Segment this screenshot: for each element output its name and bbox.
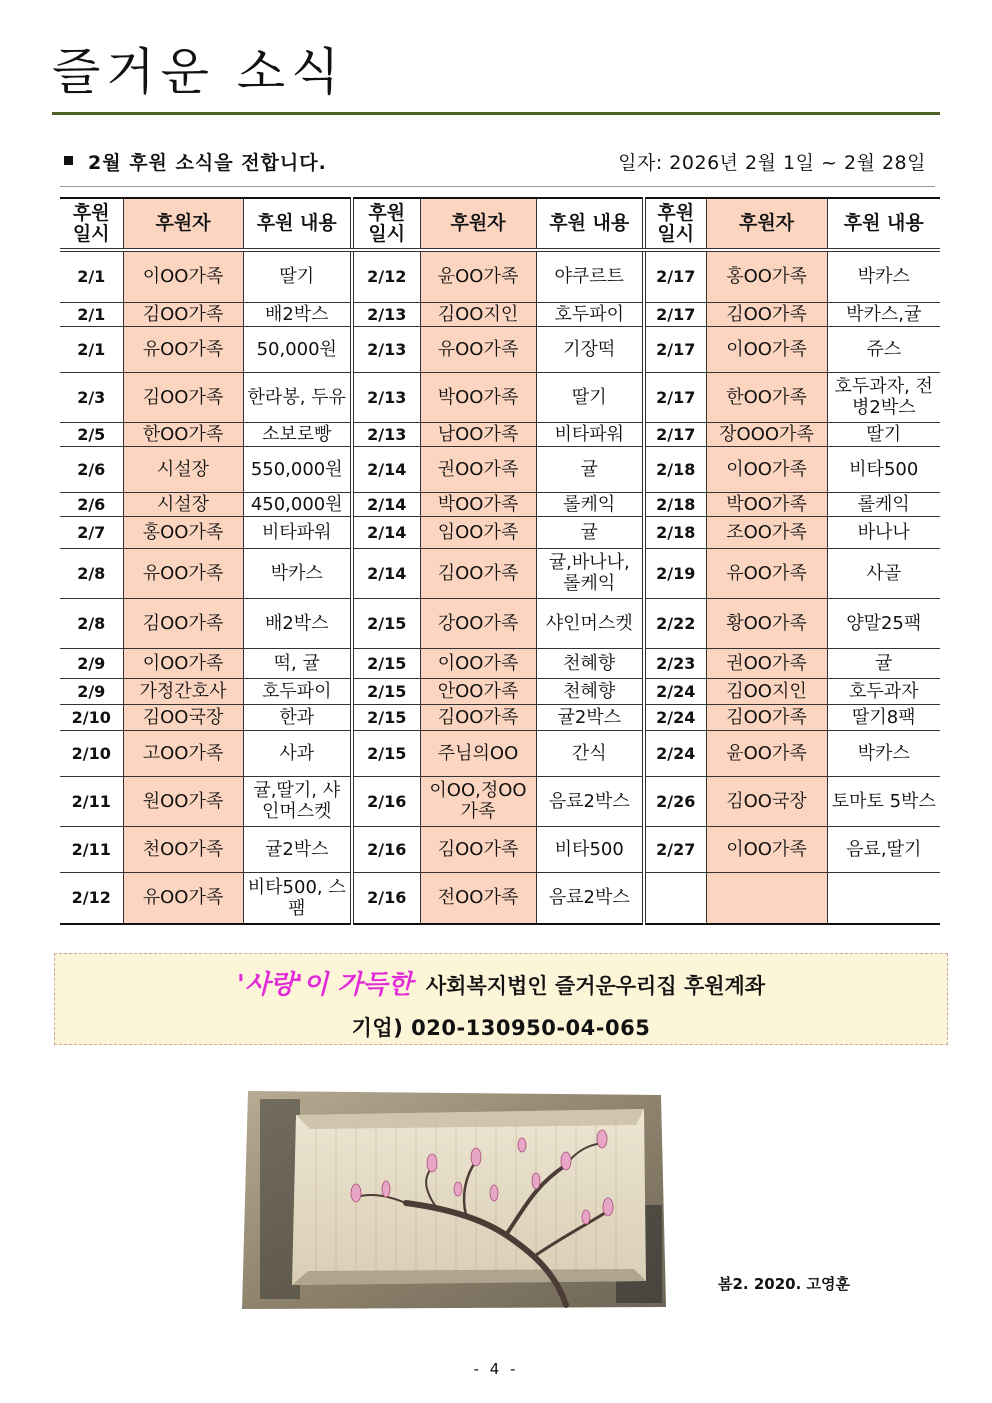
table-row [60,250,940,302]
donation-date-cell: 2/14 [352,516,420,548]
donor-cell: 김OO가족 [706,704,827,730]
donation-content-cell: 딸기 [536,372,644,422]
square-bullet-icon [64,156,73,165]
table-row [60,446,940,492]
table-row [60,598,940,648]
donation-content-cell: 한라봉, 두유 [243,372,352,422]
donation-date-cell: 2/16 [352,872,420,924]
header-content: 후원 내용 [827,198,940,250]
donor-cell: 김OO가족 [123,372,243,422]
donor-cell: 고OO가족 [123,730,243,776]
donation-content-cell: 떡, 귤 [243,648,352,678]
donor-cell: 이OO가족 [706,826,827,872]
account-highlight: '사랑'이 가득한 [236,970,413,1000]
table-row [60,648,940,678]
donor-cell: 박OO가족 [420,492,536,516]
table-row [60,422,940,446]
donor-cell: 유OO가족 [420,326,536,372]
donation-date-cell: 2/17 [644,302,706,326]
donation-content-cell: 박카스 [827,250,940,302]
table-row [60,826,940,872]
donation-content-cell: 야쿠르트 [536,250,644,302]
donor-cell: 김OO가족 [123,598,243,648]
donor-cell: 조OO가족 [706,516,827,548]
donor-cell: 김OO국장 [706,776,827,826]
page-title: 즐거운 소식 [52,43,346,101]
donation-content-cell: 토마토 5박스 [827,776,940,826]
donation-content-cell: 귤 [827,648,940,678]
donor-cell: 유OO가족 [706,548,827,598]
donation-content-cell: 귤2박스 [243,826,352,872]
donation-content-cell: 딸기8팩 [827,704,940,730]
donation-date-cell: 2/6 [60,446,123,492]
donation-content-cell: 호두파이 [243,678,352,704]
donation-date-cell: 2/17 [644,372,706,422]
donation-content-cell: 비타파워 [243,516,352,548]
donation-content-cell: 450,000원 [243,492,352,516]
donor-cell: 홍OO가족 [706,250,827,302]
donation-date-cell: 2/15 [352,704,420,730]
donation-date-cell: 2/13 [352,422,420,446]
donation-date-cell: 2/27 [644,826,706,872]
donation-date-cell: 2/12 [352,250,420,302]
donation-date-cell: 2/10 [60,730,123,776]
donation-account-box [54,953,948,1045]
donation-date-cell: 2/1 [60,302,123,326]
donation-date-cell: 2/11 [60,776,123,826]
donor-cell: 홍OO가족 [123,516,243,548]
donation-table [60,197,940,925]
donation-date-cell: 2/15 [352,730,420,776]
table-row [60,492,940,516]
donor-cell: 유OO가족 [123,326,243,372]
donation-content-cell [827,872,940,924]
donation-date-cell: 2/18 [644,446,706,492]
donor-cell: 김OO가족 [123,302,243,326]
table-row [60,678,940,704]
donor-cell: 임OO가족 [420,516,536,548]
donor-cell: 권OO가족 [420,446,536,492]
donation-content-cell: 천혜향 [536,678,644,704]
donor-cell: 장OOO가족 [706,422,827,446]
donation-date-cell: 2/24 [644,704,706,730]
donor-cell: 이OO,정OO 가족 [420,776,536,826]
header-donor: 후원자 [706,198,827,250]
donation-date-cell: 2/18 [644,492,706,516]
donor-cell: 시설장 [123,492,243,516]
table-row [60,730,940,776]
donation-content-cell: 음료2박스 [536,776,644,826]
donor-cell: 유OO가족 [123,548,243,598]
donation-date-cell: 2/22 [644,598,706,648]
donor-cell: 유OO가족 [123,872,243,924]
donation-date-cell: 2/13 [352,326,420,372]
header-donor: 후원자 [123,198,243,250]
donation-date-cell: 2/16 [352,826,420,872]
donation-content-cell: 롤케익 [536,492,644,516]
donor-cell: 안OO가족 [420,678,536,704]
donation-date-cell: 2/7 [60,516,123,548]
donation-content-cell: 비타500 [536,826,644,872]
donor-cell: 원OO가족 [123,776,243,826]
donation-date-cell: 2/14 [352,548,420,598]
donor-cell: 이OO가족 [420,648,536,678]
header-content: 후원 내용 [243,198,352,250]
donor-cell: 강OO가족 [420,598,536,648]
donation-content-cell: 귤,바나나, 롤케익 [536,548,644,598]
donor-cell: 김OO가족 [420,704,536,730]
subheading-divider [60,186,935,187]
donation-content-cell: 음료,딸기 [827,826,940,872]
donation-date-cell: 2/18 [644,516,706,548]
donor-cell [706,872,827,924]
account-label: 사회복지법인 즐거운우리집 후원계좌 [425,974,766,998]
title-divider [52,112,940,115]
donation-content-cell: 천혜향 [536,648,644,678]
donation-date-cell: 2/13 [352,302,420,326]
table-row [60,548,940,598]
donation-date-cell: 2/23 [644,648,706,678]
donation-content-cell: 박카스 [827,730,940,776]
donation-content-cell: 귤2박스 [536,704,644,730]
donor-cell: 김OO지인 [420,302,536,326]
donation-content-cell: 박카스 [243,548,352,598]
donation-date-cell: 2/8 [60,598,123,648]
donation-content-cell: 배2박스 [243,302,352,326]
header-content: 후원 내용 [536,198,644,250]
account-heading [55,964,947,1001]
donation-content-cell: 비타500 [827,446,940,492]
donation-date-cell: 2/16 [352,776,420,826]
account-number: 기업) 020-130950-04-065 [351,1016,651,1040]
donation-content-cell: 비타파워 [536,422,644,446]
donor-cell: 주님의OO [420,730,536,776]
donation-date-cell: 2/5 [60,422,123,446]
donation-content-cell: 박카스,귤 [827,302,940,326]
donor-cell: 이OO가족 [123,648,243,678]
header-donor: 후원자 [420,198,536,250]
donation-date-cell: 2/15 [352,678,420,704]
date-range: 일자: 2026년 2월 1일 ~ 2월 28일 [618,152,926,174]
donor-cell: 박OO가족 [706,492,827,516]
donor-cell: 김OO가족 [420,826,536,872]
donor-cell: 김OO국장 [123,704,243,730]
donation-content-cell: 귤,딸기, 샤인머스켓 [243,776,352,826]
donation-content-cell: 롤케익 [827,492,940,516]
table-row [60,776,940,826]
donor-cell: 한OO가족 [123,422,243,446]
donation-date-cell: 2/11 [60,826,123,872]
subheading [60,146,932,176]
donation-date-cell: 2/15 [352,648,420,678]
donor-cell: 시설장 [123,446,243,492]
table-row [60,872,940,924]
donation-date-cell: 2/10 [60,704,123,730]
donation-date-cell: 2/15 [352,598,420,648]
donation-content-cell: 호두과자, 전병2박스 [827,372,940,422]
subheading-lead: 2월 후원 소식을 전합니다. [88,152,327,174]
donation-date-cell: 2/19 [644,548,706,598]
donation-date-cell: 2/17 [644,422,706,446]
donation-date-cell: 2/9 [60,678,123,704]
donor-cell: 전OO가족 [420,872,536,924]
donor-cell: 권OO가족 [706,648,827,678]
donor-cell: 윤OO가족 [420,250,536,302]
donor-cell: 남OO가족 [420,422,536,446]
donation-date-cell: 2/3 [60,372,123,422]
table-row [60,704,940,730]
header-date: 후원 일시 [352,198,420,250]
donor-cell: 천OO가족 [123,826,243,872]
donor-cell: 김OO가족 [706,302,827,326]
donation-date-cell [644,872,706,924]
donation-content-cell: 한과 [243,704,352,730]
donation-date-cell: 2/13 [352,372,420,422]
donation-content-cell: 550,000원 [243,446,352,492]
donor-cell: 가정간호사 [123,678,243,704]
donation-content-cell: 쥬스 [827,326,940,372]
donation-content-cell: 샤인머스켓 [536,598,644,648]
donation-date-cell: 2/1 [60,250,123,302]
donation-content-cell: 소보로빵 [243,422,352,446]
donation-content-cell: 비타500, 스팸 [243,872,352,924]
donation-content-cell: 사과 [243,730,352,776]
donation-content-cell: 기장떡 [536,326,644,372]
donation-date-cell: 2/24 [644,678,706,704]
donor-cell: 이OO가족 [123,250,243,302]
donor-cell: 윤OO가족 [706,730,827,776]
table-header-row [60,198,940,250]
donor-cell: 박OO가족 [420,372,536,422]
donation-content-cell: 음료2박스 [536,872,644,924]
donor-cell: 한OO가족 [706,372,827,422]
donation-date-cell: 2/24 [644,730,706,776]
donation-content-cell: 귤 [536,446,644,492]
donation-date-cell: 2/17 [644,250,706,302]
donation-content-cell: 배2박스 [243,598,352,648]
donation-content-cell: 50,000원 [243,326,352,372]
artwork-caption: 봄2. 2020. 고영훈 [718,1275,850,1293]
donation-date-cell: 2/8 [60,548,123,598]
donation-date-cell: 2/6 [60,492,123,516]
donor-cell: 김OO지인 [706,678,827,704]
header-date: 후원 일시 [60,198,123,250]
donation-content-cell: 호두과자 [827,678,940,704]
header-date: 후원 일시 [644,198,706,250]
donor-cell: 이OO가족 [706,326,827,372]
donation-content-cell: 귤 [536,516,644,548]
donation-content-cell: 간식 [536,730,644,776]
donor-cell: 김OO가족 [420,548,536,598]
donation-content-cell: 바나나 [827,516,940,548]
table-row [60,516,940,548]
page-number: - 4 - [473,1360,519,1378]
donation-date-cell: 2/14 [352,492,420,516]
donation-date-cell: 2/26 [644,776,706,826]
donation-date-cell: 2/14 [352,446,420,492]
donation-date-cell: 2/9 [60,648,123,678]
donation-content-cell: 호두파이 [536,302,644,326]
donation-date-cell: 2/1 [60,326,123,372]
table-row [60,302,940,326]
table-row [60,326,940,372]
donation-date-cell: 2/12 [60,872,123,924]
donor-cell: 황OO가족 [706,598,827,648]
donation-content-cell: 양말25팩 [827,598,940,648]
magnolia-painting-image [236,1085,672,1313]
donation-content-cell: 딸기 [243,250,352,302]
donor-cell: 이OO가족 [706,446,827,492]
table-row [60,372,940,422]
donation-date-cell: 2/17 [644,326,706,372]
donation-content-cell: 딸기 [827,422,940,446]
donation-content-cell: 사골 [827,548,940,598]
